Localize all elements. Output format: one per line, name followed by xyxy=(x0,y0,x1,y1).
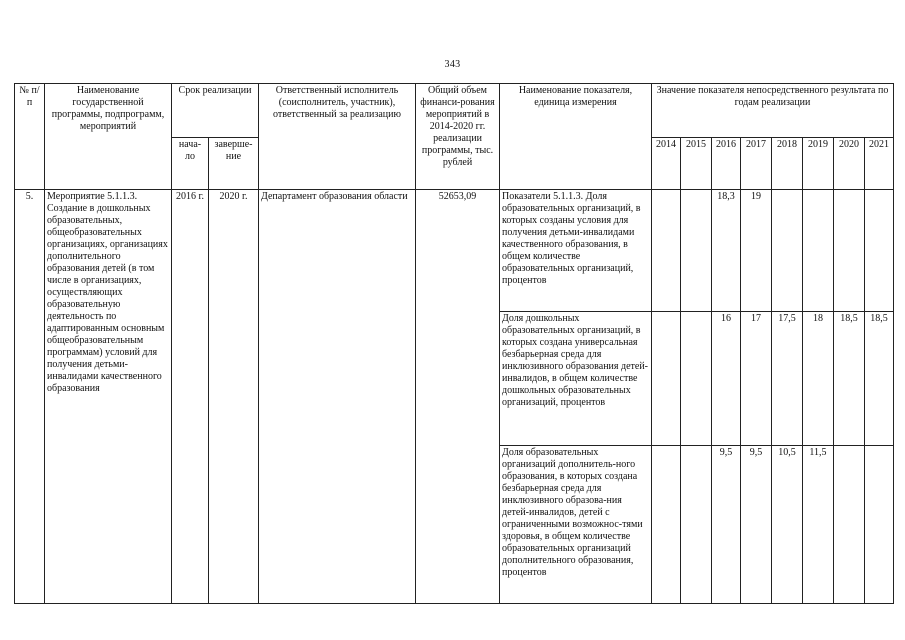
header-year: 2017 xyxy=(741,138,772,190)
header-year: 2020 xyxy=(834,138,865,190)
indicator-value: 17 xyxy=(741,312,772,446)
indicator-value: 9,5 xyxy=(741,446,772,604)
header-name: Наименование государственной программы, подпрограмм, мероприятий xyxy=(45,84,172,190)
indicator-value: 18,5 xyxy=(834,312,865,446)
indicator-name: Показатели 5.1.1.3. Доля образовательных организаций, в которых созданы условия для получения детьми-инвалидами качественного образования, в общем количестве образовательных организаций, процентов xyxy=(500,190,652,312)
indicator-value xyxy=(652,312,681,446)
indicator-value xyxy=(834,190,865,312)
indicator-name: Доля дошкольных образовательных организаций, в которых создана универсальная безбарьерная среда для инклюзивного образования детей-инвалидов, в общем количестве дошкольных образовательных организаций, процентов xyxy=(500,312,652,446)
header-year: 2019 xyxy=(803,138,834,190)
indicator-value: 10,5 xyxy=(772,446,803,604)
indicator-value: 11,5 xyxy=(803,446,834,604)
header-term: Срок реализации xyxy=(172,84,259,138)
indicator-value xyxy=(652,190,681,312)
header-indicator: Наименование показателя, единица измерения xyxy=(500,84,652,190)
indicator-value xyxy=(772,190,803,312)
indicator-value: 18 xyxy=(803,312,834,446)
header-number: № п/п xyxy=(15,84,45,190)
indicator-value xyxy=(803,190,834,312)
header-year: 2018 xyxy=(772,138,803,190)
indicator-value: 17,5 xyxy=(772,312,803,446)
executor: Департамент образования области xyxy=(259,190,416,604)
header-year: 2021 xyxy=(865,138,894,190)
indicator-value: 9,5 xyxy=(712,446,741,604)
header-executor: Ответственный исполнитель (соисполнитель, участник), ответственный за реализацию xyxy=(259,84,416,190)
header-term-start: нача-ло xyxy=(172,138,209,190)
header-year: 2014 xyxy=(652,138,681,190)
header-term-end: заверше-ние xyxy=(209,138,259,190)
financing-volume: 52653,09 xyxy=(416,190,500,604)
indicator-value xyxy=(681,446,712,604)
header-volume: Общий объем финанси-рования мероприятий в 2014-2020 гг. реализации программы, тыс. рублей xyxy=(416,84,500,190)
indicator-value xyxy=(681,312,712,446)
program-table xyxy=(14,83,894,604)
header-values: Значение показателя непосредственного результата по годам реализации xyxy=(652,84,894,138)
page-number: 343 xyxy=(444,59,461,70)
term-end: 2020 г. xyxy=(209,190,259,604)
term-start: 2016 г. xyxy=(172,190,209,604)
header-year: 2015 xyxy=(681,138,712,190)
event-name: Мероприятие 5.1.1.3. Создание в дошкольных образовательных, общеобразовательных организациях, организациях дополнительного образования детей (в том числе в организациях, осуществляющих образовательную деятельность по адаптированным основным общеобразовательным программам) условий для получения детьми-инвалидами качественного образования xyxy=(45,190,172,604)
indicator-name: Доля образовательных организаций дополнитель-ного образования, в которых создана безбарьерная среда для инклюзивного образова-ния детей-инвалидов, детей с ограниченными возможнос-тями здоровья, в общем количестве образовательных организаций дополнительного образования, процентов xyxy=(500,446,652,604)
header-year: 2016 xyxy=(712,138,741,190)
indicator-value: 16 xyxy=(712,312,741,446)
indicator-value xyxy=(652,446,681,604)
indicator-value: 18,3 xyxy=(712,190,741,312)
indicator-value xyxy=(865,446,894,604)
indicator-value: 18,5 xyxy=(865,312,894,446)
indicator-value xyxy=(865,190,894,312)
indicator-value xyxy=(681,190,712,312)
indicator-value xyxy=(834,446,865,604)
indicator-value: 19 xyxy=(741,190,772,312)
row-number: 5. xyxy=(15,190,45,604)
